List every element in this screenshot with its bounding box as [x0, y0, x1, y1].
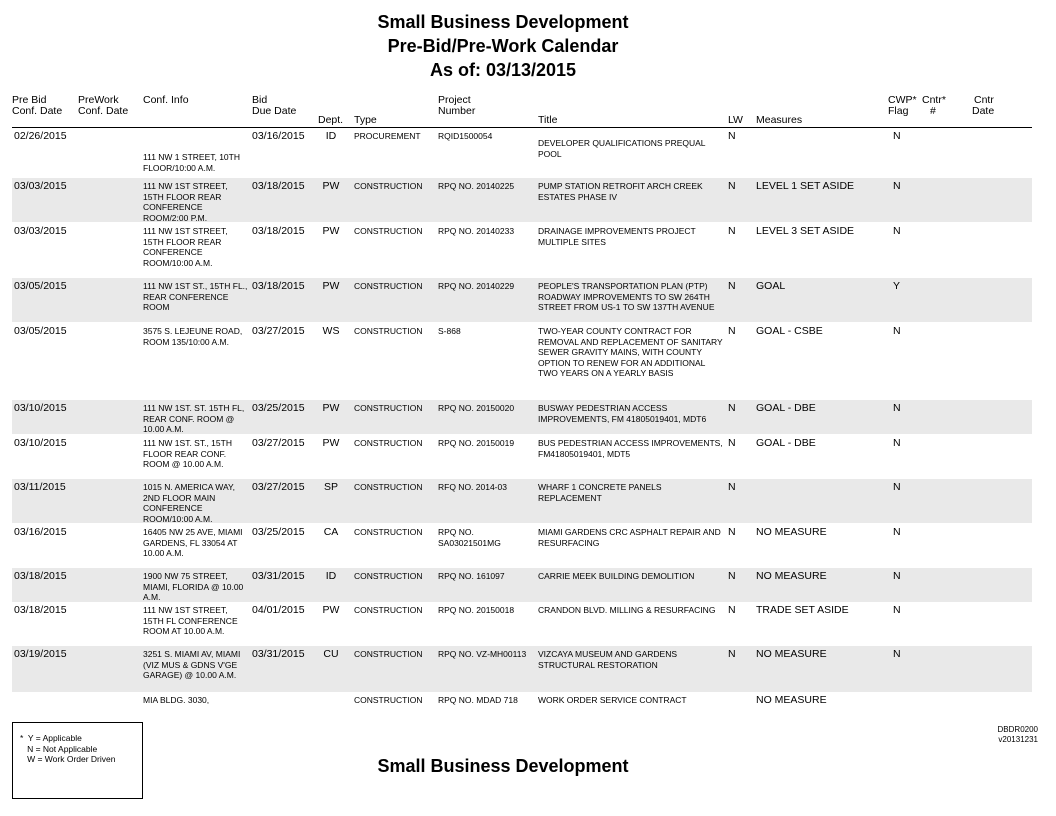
row-type: PROCUREMENT	[354, 131, 421, 141]
row-type: CONSTRUCTION	[354, 403, 423, 413]
row-prebid-date: 03/05/2015	[14, 280, 67, 292]
row-prebid-date: 03/18/2015	[14, 604, 67, 616]
row-measures: GOAL - CSBE	[756, 325, 823, 337]
row-dept: PW	[322, 402, 340, 414]
row-title: DRAINAGE IMPROVEMENTS PROJECT MULTIPLE SITES	[538, 226, 696, 247]
row-dept: ID	[325, 130, 337, 142]
row-cwp-flag: N	[893, 180, 901, 192]
row-title: PUMP STATION RETROFIT ARCH CREEK ESTATES PHASE IV	[538, 181, 703, 202]
row-dept: PW	[322, 180, 340, 192]
row-cwp-flag: Y	[893, 280, 901, 292]
row-lw: N	[728, 280, 736, 292]
row-title: WORK ORDER SERVICE CONTRACT	[538, 695, 687, 705]
row-lw: N	[728, 437, 736, 449]
table-row	[12, 524, 1032, 567]
row-title: CRANDON BLVD. MILLING & RESURFACING	[538, 605, 716, 615]
row-prebid-date: 03/03/2015	[14, 225, 67, 237]
row-prebid-date: 03/10/2015	[14, 437, 67, 449]
report-code: DBDR0200 v20131231	[997, 725, 1038, 744]
row-dept: PW	[322, 225, 340, 237]
row-type: CONSTRUCTION	[354, 482, 423, 492]
header-cwp-flag: CWP* Flag	[888, 94, 917, 117]
row-project-number: RPQ NO. SA03021501MG	[438, 527, 501, 548]
header-project-number: Project Number	[438, 94, 476, 117]
row-cwp-flag: N	[893, 648, 901, 660]
row-prebid-date: 02/26/2015	[14, 130, 67, 142]
table-row	[12, 278, 1032, 322]
row-cwp-flag: N	[893, 437, 901, 449]
row-lw: N	[728, 604, 736, 616]
row-measures: TRADE SET ASIDE	[756, 604, 849, 616]
row-bid-due-date: 03/27/2015	[252, 481, 305, 493]
row-bid-due-date: 03/18/2015	[252, 180, 305, 192]
row-dept: CU	[323, 648, 339, 660]
row-lw: N	[728, 648, 736, 660]
row-dept: PW	[322, 604, 340, 616]
row-title: BUSWAY PEDESTRIAN ACCESS IMPROVEMENTS, FM 41805019401, MDT6	[538, 403, 707, 424]
row-project-number: S-868	[438, 326, 461, 336]
row-title: BUS PEDESTRIAN ACCESS IMPROVEMENTS, FM41805019401, MDT5	[538, 438, 723, 459]
row-project-number: RPQ NO. 20150020	[438, 403, 515, 413]
row-conf-info: 111 NW 1ST STREET, 15TH FLOOR REAR CONFERENCE ROOM/10:00 A.M.	[143, 226, 228, 268]
row-type: CONSTRUCTION	[354, 181, 423, 191]
row-conf-info: 111 NW 1ST. ST., 15TH FLOOR REAR CONF. ROOM @ 10.00 A.M.	[143, 438, 232, 469]
legend-work-order: W = Work Order Driven	[20, 754, 116, 764]
table-row	[12, 323, 1032, 399]
row-conf-info: 3251 S. MIAMI AV, MIAMI (VIZ MUS & GDNS V'GE GARAGE) @ 10.00 A.M.	[143, 649, 241, 680]
row-bid-due-date: 04/01/2015	[252, 604, 305, 616]
row-bid-due-date: 03/18/2015	[252, 280, 305, 292]
header-prebid: Pre Bid Conf. Date	[12, 94, 63, 117]
table-row	[12, 178, 1032, 222]
table-row	[12, 223, 1032, 277]
header-prework: PreWork Conf. Date	[78, 94, 129, 117]
row-prebid-date: 03/11/2015	[14, 481, 66, 493]
row-prebid-date: 03/03/2015	[14, 180, 67, 192]
row-lw: N	[728, 481, 736, 493]
row-dept: SP	[323, 481, 338, 493]
row-bid-due-date: 03/18/2015	[252, 225, 305, 237]
row-type: CONSTRUCTION	[354, 438, 423, 448]
report-footer: Small Business Development	[377, 756, 629, 776]
row-cwp-flag: N	[893, 325, 901, 337]
row-project-number: RPQ NO. 20140229	[438, 281, 515, 291]
row-title: WHARF 1 CONCRETE PANELS REPLACEMENT	[538, 482, 662, 503]
row-type: CONSTRUCTION	[354, 649, 423, 659]
row-project-number: RPQ NO. 20150019	[438, 438, 515, 448]
row-measures: NO MEASURE	[756, 526, 827, 538]
row-cwp-flag: N	[893, 604, 901, 616]
legend-not-applicable: N = Not Applicable	[20, 743, 98, 754]
row-project-number: RPQ NO. 161097	[438, 571, 505, 581]
row-conf-info: 111 NW 1ST. ST. 15TH FL, REAR CONF. ROOM @ 10.00 A.M.	[143, 403, 245, 434]
table-row	[12, 128, 1032, 177]
row-bid-due-date: 03/27/2015	[252, 325, 305, 337]
header-measures: Measures	[756, 114, 803, 126]
row-prebid-date: 03/10/2015	[14, 402, 67, 414]
row-bid-due-date: 03/25/2015	[252, 402, 305, 414]
table-row	[12, 435, 1032, 478]
row-dept: PW	[322, 437, 340, 449]
row-measures: GOAL - DBE	[756, 402, 816, 414]
report-date: As of: 03/13/2015	[429, 60, 577, 80]
header-bid-due: Bid Due Date	[252, 94, 297, 117]
row-measures: GOAL	[756, 280, 786, 292]
row-title: DEVELOPER QUALIFICATIONS PREQUAL POOL	[538, 138, 706, 159]
header-dept: Dept.	[318, 114, 344, 126]
row-prebid-date: 03/16/2015	[14, 526, 67, 538]
row-project-number: RFQ NO. 2014-03	[438, 482, 507, 492]
row-project-number: RPQ NO. VZ-MH00113	[438, 649, 527, 659]
row-title: PEOPLE'S TRANSPORTATION PLAN (PTP) ROADWAY IMPROVEMENTS TO SW 264TH STREET FROM US-1 TO SW 137TH AVENUE	[538, 281, 715, 312]
row-type: CONSTRUCTION	[354, 226, 423, 236]
row-lw: N	[728, 225, 736, 237]
table-row	[12, 646, 1032, 692]
row-cwp-flag: N	[893, 130, 901, 142]
row-measures: NO MEASURE	[756, 570, 827, 582]
header-cntr-date: Cntr Date	[972, 94, 995, 117]
row-bid-due-date: 03/16/2015	[252, 130, 305, 142]
row-prebid-date: 03/05/2015	[14, 325, 67, 337]
row-prebid-date: 03/19/2015	[14, 648, 67, 660]
row-conf-info: 1900 NW 75 STREET, MIAMI, FLORIDA @ 10.00 A.M.	[143, 571, 244, 602]
row-lw: N	[728, 402, 736, 414]
row-bid-due-date: 03/27/2015	[252, 437, 305, 449]
table-row	[12, 568, 1032, 602]
row-type: CONSTRUCTION	[354, 326, 423, 336]
header-title: Title	[538, 114, 558, 126]
row-type: CONSTRUCTION	[354, 281, 423, 291]
row-conf-info: 1015 N. AMERICA WAY, 2ND FLOOR MAIN CONFERENCE ROOM/10:00 A.M.	[143, 482, 235, 524]
header-cntr-number: Cntr* #	[922, 94, 946, 117]
row-conf-info: 16405 NW 25 AVE, MIAMI GARDENS, FL 33054 AT 10.00 A.M.	[143, 527, 243, 558]
row-project-number: RQID1500054	[438, 131, 493, 141]
row-title: MIAMI GARDENS CRC ASPHALT REPAIR AND RESURFACING	[538, 527, 721, 548]
row-measures: GOAL - DBE	[756, 437, 816, 449]
row-measures: NO MEASURE	[756, 648, 827, 660]
row-lw: N	[728, 325, 736, 337]
row-dept: ID	[325, 570, 337, 582]
row-measures: LEVEL 3 SET ASIDE	[756, 225, 855, 237]
row-lw: N	[728, 130, 736, 142]
row-conf-info: MIA BLDG. 3030,	[143, 695, 210, 705]
row-cwp-flag: N	[893, 225, 901, 237]
legend-applicable: * Y = Applicable	[20, 733, 82, 743]
report-title: Small Business Development	[377, 12, 629, 32]
row-lw: N	[728, 526, 736, 538]
row-measures: NO MEASURE	[756, 694, 827, 706]
row-dept: PW	[322, 280, 340, 292]
header-type: Type	[354, 114, 377, 126]
row-measures: LEVEL 1 SET ASIDE	[756, 180, 855, 192]
table-row	[12, 479, 1032, 523]
row-conf-info: 111 NW 1ST STREET, 15TH FLOOR REAR CONFERENCE ROOM/2:00 P.M.	[143, 181, 228, 223]
row-dept: WS	[322, 325, 340, 337]
row-prebid-date: 03/18/2015	[14, 570, 67, 582]
row-title: CARRIE MEEK BUILDING DEMOLITION	[538, 571, 695, 581]
row-cwp-flag: N	[893, 402, 901, 414]
table-row	[12, 692, 1032, 716]
row-bid-due-date: 03/25/2015	[252, 526, 305, 538]
row-type: CONSTRUCTION	[354, 571, 423, 581]
row-lw: N	[728, 180, 736, 192]
row-title: TWO-YEAR COUNTY CONTRACT FOR REMOVAL AND REPLACEMENT OF SANITARY SEWER GRAVITY MAINS, WITH COUNTY OPTION TO RENEW FOR AN ADDITIONAL TWO YEARS ON A YEARLY BASIS	[538, 326, 723, 378]
row-bid-due-date: 03/31/2015	[252, 570, 305, 582]
header-lw: LW	[728, 114, 743, 126]
row-cwp-flag: N	[893, 526, 901, 538]
report-subtitle: Pre-Bid/Pre-Work Calendar	[387, 36, 619, 56]
row-conf-info: 111 NW 1 STREET, 10TH FLOOR/10:00 A.M.	[143, 152, 240, 173]
row-dept: CA	[323, 526, 339, 538]
row-project-number: RPQ NO. MDAD 718	[438, 695, 518, 705]
row-cwp-flag: N	[893, 481, 901, 493]
row-type: CONSTRUCTION	[354, 527, 423, 537]
header-conf-info: Conf. Info	[143, 94, 189, 106]
row-type: CONSTRUCTION	[354, 695, 423, 705]
row-type: CONSTRUCTION	[354, 605, 423, 615]
row-project-number: RPQ NO. 20140225	[438, 181, 515, 191]
table-row	[12, 400, 1032, 434]
row-lw: N	[728, 570, 736, 582]
row-project-number: RPQ NO. 20140233	[438, 226, 515, 236]
row-conf-info: 3575 S. LEJEUNE ROAD, ROOM 135/10:00 A.M.	[143, 326, 243, 347]
row-conf-info: 111 NW 1ST STREET, 15TH FL CONFERENCE ROOM AT 10.00 A.M.	[143, 605, 238, 636]
row-bid-due-date: 03/31/2015	[252, 648, 305, 660]
row-project-number: RPQ NO. 20150018	[438, 605, 515, 615]
table-row	[12, 602, 1032, 646]
row-cwp-flag: N	[893, 570, 901, 582]
row-title: VIZCAYA MUSEUM AND GARDENS STRUCTURAL RESTORATION	[538, 649, 678, 670]
row-conf-info: 111 NW 1ST ST., 15TH FL., REAR CONFERENCE ROOM	[143, 281, 248, 312]
